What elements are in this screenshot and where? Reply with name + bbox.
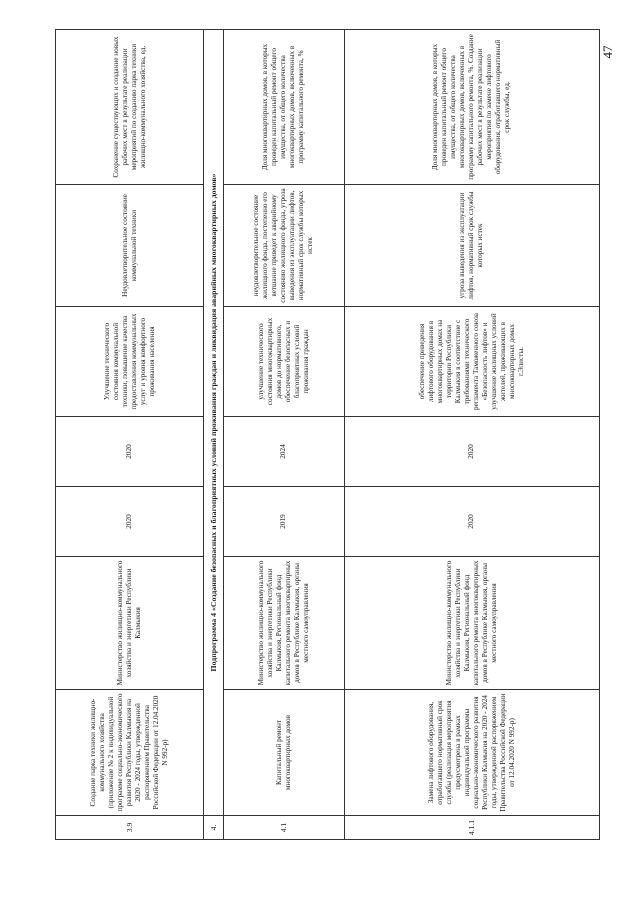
- start-year: 2019: [224, 487, 344, 557]
- subprogram-row: [204, 30, 224, 840]
- row-number: 4.1.1: [344, 816, 599, 840]
- rotated-table-wrapper: [55, 30, 600, 840]
- expected-result: Улучшение технического состояния коммунальной техники, повышение качества предоставления коммунальных услуг и уровня комфортного проживания населения: [56, 307, 204, 417]
- non-implementation-consequence: неудовлетворительное состояние жилищного фонда, постепенно его ветшание приведет к аварийному состоянию жилищного фонда, угроза выведения из эксплуатации лифтов, нормативный срок службы которых истек: [224, 185, 344, 307]
- expected-result: обеспечение приведения лифтового оборудования в многоквартирных домах на территории Республики Калмыкия в соответствие с требованиями технического регламента Таможенного союза «Безопасность лифтов» и улучшение жилищных условий жителей, проживающих в многоквартирных домах г.Элисты.: [344, 307, 599, 417]
- executor: Министерство жилищно-коммунального хозяйства и энергетики Республики Калмыкия, Региональный фонд капитального ремонта многоквартирных домов в Республике Калмыкия, органы местного самоуправления: [344, 557, 599, 690]
- non-implementation-consequence: Неудовлетворительное состояние коммунальной техники: [56, 185, 204, 307]
- measure-name: Капитальный ремонт многоквартирных домов: [224, 690, 344, 816]
- target-indicator: Доля многоквартирных домов, в которых проведен капитальный ремонт общего имущества, от общего количества многоквартирных домов, включенных в программу капитального ремонта, %. Создание рабочих мест в результате реализации мероприятия по замене лифтового оборудования, отработавшего нормативный срок службы, ед.: [344, 30, 599, 185]
- expected-result: улучшение технического состояния многоквартирных домов до нормативного, обеспечение безопасных и благоприятных условий проживания граждан: [224, 307, 344, 417]
- table-row: [56, 30, 204, 840]
- non-implementation-consequence: угроза выведения из эксплуатации лифтов, нормативный срок службы которых истек: [344, 185, 599, 307]
- row-number: 4.1: [224, 816, 344, 840]
- target-indicator: Доля многоквартирных домов, в которых проведен капитальный ремонт общего имущества, от общего количества многоквартирных домов, включенных в программу капитального ремонта, %: [224, 30, 344, 185]
- row-number: 3.9: [56, 816, 204, 840]
- measure-name: Замена лифтового оборудования, отработавшего нормативный срок службы (реализация мероприятия предусмотрена в рамках индивидуальной программы социально-экономического развития Республики Калмыкия на 2020 - 2024 годы, утвержденной распоряжением Правительства Российской Федерации от 12.04.2020 N 992-р): [344, 690, 599, 816]
- table-row: [344, 30, 599, 840]
- page-number: 47: [600, 45, 615, 59]
- measures-table: [55, 29, 600, 840]
- table-row: [224, 30, 344, 840]
- target-indicator: Сохранение существующих и создание новых рабочих мест в результате реализации мероприятий по созданию парка техники жилищно-коммунального хозяйства, ед.: [56, 30, 204, 185]
- subprogram-number: 4.: [204, 816, 224, 840]
- end-year: 2024: [224, 417, 344, 487]
- measure-name: Создание парка техники жилищно-коммунального хозяйства (приложение № 2 к индивидуальной программе социально-экономического развития Республики Калмыкия на 2020 - 2024 годы, утвержденной распоряжением Правительства Российской Федерации от 12.04.2020 N 992-р): [56, 690, 204, 816]
- executor: Министерство жилищно-коммунального хозяйства и энергетики Республики Калмыкия: [56, 557, 204, 690]
- start-year: 2020: [344, 487, 599, 557]
- end-year: 2020: [56, 417, 204, 487]
- end-year: 2020: [344, 417, 599, 487]
- executor: Министерство жилищно-коммунального хозяйства и энергетики Республики Калмыкия, Региональный фонд капитального ремонта многоквартирных домов в Республике Калмыкия, органы местного самоуправления: [224, 557, 344, 690]
- subprogram-title: Подпрограмма 4 «Создание безопасных и благоприятных условий проживания граждан и ликвидация аварийных многоквартирных домов»: [204, 30, 224, 816]
- start-year: 2020: [56, 487, 204, 557]
